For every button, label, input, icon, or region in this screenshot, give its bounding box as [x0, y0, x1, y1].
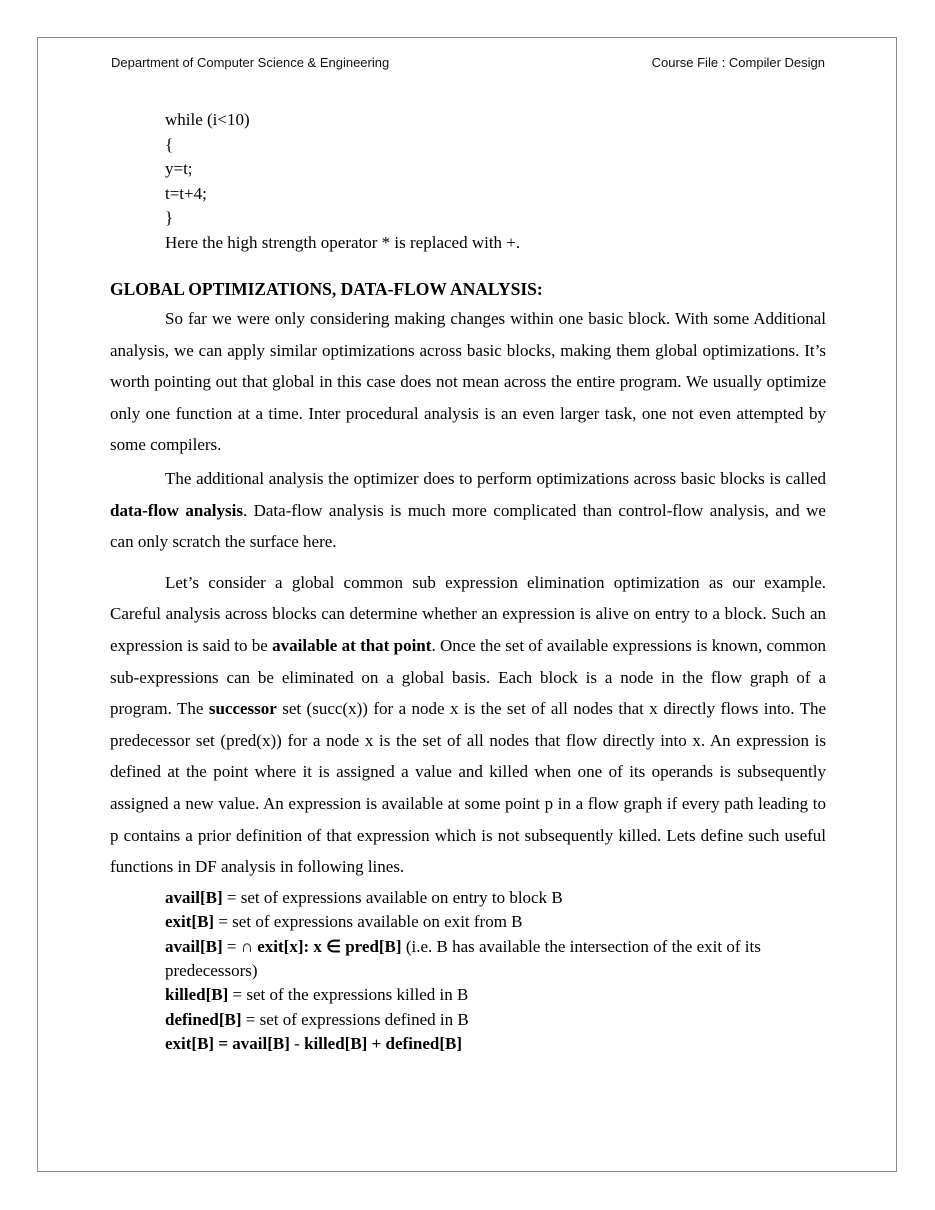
definition-text: = ∩	[222, 936, 258, 956]
definition-exit-formula	[165, 1032, 826, 1056]
text-run: Let’s consider a global common sub expression elimination optimization as our example. Careful analysis across blocks can determine whether an expression is alive on entry to a block. Such an expression is said to be	[110, 572, 826, 655]
definition-defined	[165, 1008, 826, 1032]
definition-text: (i.e. B has available the intersection of the exit of its predecessors)	[165, 936, 761, 980]
page-content	[110, 108, 826, 1057]
code-line: while (i<10)	[165, 110, 250, 129]
code-line: t=t+4;	[165, 183, 207, 203]
paragraph-data-flow	[110, 463, 826, 558]
definition-text: = set of expressions available on exit from B	[214, 912, 523, 932]
code-line: }	[165, 208, 174, 227]
term: killed[B]	[165, 985, 229, 1005]
text-run: . Data-flow analysis is much more complicated than control-flow analysis, and we can only scratch the surface here.	[110, 500, 826, 552]
term: defined[B]	[385, 1034, 463, 1054]
definition-killed	[165, 983, 826, 1007]
section-heading: GLOBAL OPTIMIZATIONS, DATA-FLOW ANALYSIS:	[110, 279, 543, 299]
term: exit[B] = avail[B]	[165, 1034, 290, 1054]
term-available-at-that-point: available at that point	[272, 635, 432, 655]
code-line: {	[165, 134, 174, 154]
term: exit[x]: x ∈ pred[B]	[257, 936, 402, 956]
header-department: Department of Computer Science & Engineering	[111, 55, 390, 70]
term: killed[B]	[304, 1034, 368, 1054]
definitions-list	[110, 886, 826, 1057]
term-successor: successor	[208, 699, 277, 719]
definition-avail-intersection	[165, 935, 826, 984]
term-data-flow-analysis: data-flow analysis	[110, 500, 243, 520]
code-example	[110, 108, 826, 255]
definition-avail	[165, 886, 826, 910]
definition-text: -	[289, 1034, 305, 1054]
definition-exit	[165, 910, 826, 934]
code-note: Here the high strength operator * is replaced with +.	[165, 232, 521, 252]
header-course-file: Course File : Compiler Design	[651, 55, 825, 70]
term: avail[B]	[165, 936, 223, 956]
term: avail[B]	[165, 887, 223, 907]
code-line: y=t;	[165, 159, 193, 178]
text-run: The additional analysis the optimizer does to perform optimizations across basic blocks is called	[165, 468, 826, 488]
paragraph-global-optimizations: So far we were only considering making changes within one basic block. With some Additional analysis, we can apply similar optimizations across basic blocks, making them global optimizations. It’s worth pointing out that global in this case does not mean across the entire program. We usually optimize only one function at a time. Inter procedural analysis is an even larger task, one not even attempted by some compilers.	[110, 309, 826, 455]
definition-text: = set of expressions defined in B	[241, 1009, 469, 1029]
term: defined[B]	[165, 1009, 242, 1029]
term: +	[367, 1034, 386, 1054]
term: exit[B]	[165, 912, 215, 932]
definition-text: = set of the expressions killed in B	[228, 985, 469, 1005]
paragraph-cse-example	[110, 567, 826, 883]
definition-text: = set of expressions available on entry to block B	[222, 887, 563, 907]
text-run: . Once the set of available expressions is known, common sub-expressions can be eliminated on a global basis. Each block is a node in the flow graph of a program. The	[110, 635, 827, 719]
text-run: set (succ(x)) for a node x is the set of all nodes that x directly flows into. The predecessor set (pred(x)) for a node x is the set of all nodes that flow directly into x. An expression is defined at the point where it is assigned a value and killed when one of its operands is subsequently assigned a new value. An expression is available at some point p in a flow graph if every path leading to p contains a prior definition of that expression which is not subsequently killed. Lets define such useful functions in DF analysis in following lines.	[110, 699, 826, 877]
